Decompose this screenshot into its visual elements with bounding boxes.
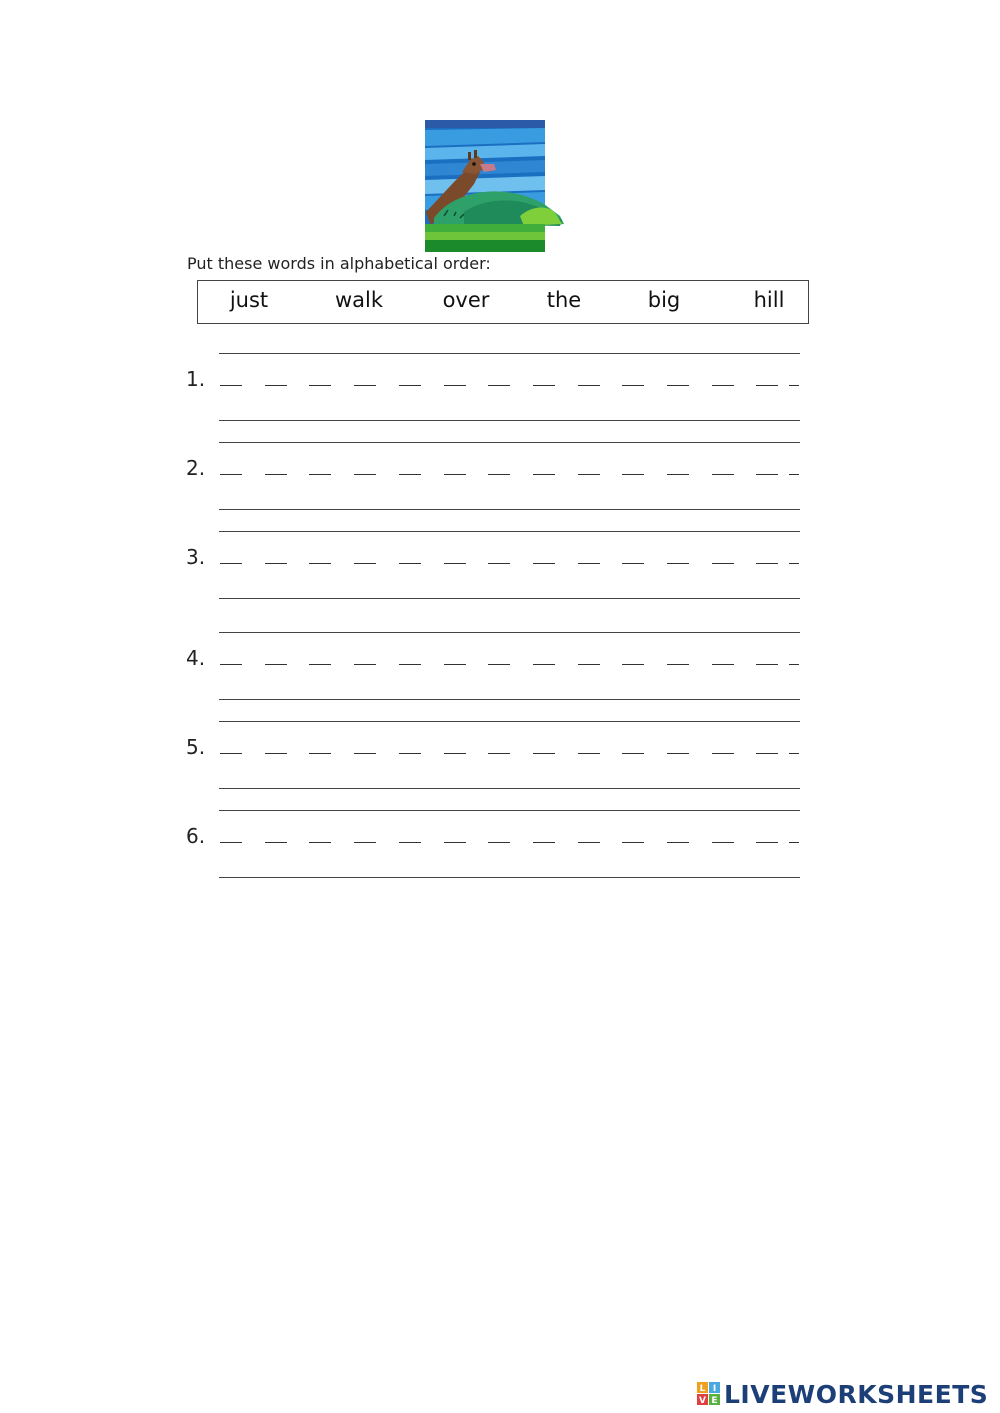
letter-blank[interactable] xyxy=(789,474,799,475)
letter-blank[interactable] xyxy=(622,474,644,475)
letter-blank[interactable] xyxy=(667,664,689,665)
letter-blank[interactable] xyxy=(712,664,734,665)
word-bank-word: the xyxy=(546,288,582,312)
letter-blank[interactable] xyxy=(578,563,600,564)
letter-blank[interactable] xyxy=(756,842,778,843)
letter-blank[interactable] xyxy=(756,474,778,475)
letter-blank[interactable] xyxy=(622,842,644,843)
word-bank-word: over xyxy=(442,288,490,312)
row-number: 6. xyxy=(186,824,206,848)
row-bottom-rule xyxy=(219,877,800,878)
letter-blank[interactable] xyxy=(578,842,600,843)
letter-blank[interactable] xyxy=(309,474,331,475)
letter-blank[interactable] xyxy=(533,474,555,475)
letter-blank[interactable] xyxy=(220,563,242,564)
letter-blank[interactable] xyxy=(309,753,331,754)
row-bottom-rule xyxy=(219,699,800,700)
letter-blank[interactable] xyxy=(789,753,799,754)
word-bank-word: walk xyxy=(334,288,384,312)
letter-blank[interactable] xyxy=(265,563,287,564)
letter-blank[interactable] xyxy=(220,385,242,386)
word-bank-box xyxy=(197,280,809,324)
letter-blank[interactable] xyxy=(533,664,555,665)
letter-blank[interactable] xyxy=(533,563,555,564)
row-bottom-rule xyxy=(219,598,800,599)
row-number: 2. xyxy=(186,456,206,480)
letter-blank[interactable] xyxy=(220,664,242,665)
letter-blank[interactable] xyxy=(354,753,376,754)
letter-blank[interactable] xyxy=(488,474,510,475)
letter-blank[interactable] xyxy=(265,385,287,386)
letter-blank[interactable] xyxy=(354,474,376,475)
letter-blank[interactable] xyxy=(667,842,689,843)
letter-blank[interactable] xyxy=(667,753,689,754)
letter-blank[interactable] xyxy=(622,385,644,386)
letter-blank[interactable] xyxy=(578,753,600,754)
row-top-rule xyxy=(219,531,800,532)
letter-blank[interactable] xyxy=(488,664,510,665)
word-bank-word: big xyxy=(647,288,681,312)
row-top-rule xyxy=(219,632,800,633)
letter-blank[interactable] xyxy=(354,385,376,386)
letter-blank[interactable] xyxy=(220,842,242,843)
svg-text:E: E xyxy=(711,1396,718,1406)
liveworksheets-logo-icon xyxy=(697,1382,721,1406)
letter-blank[interactable] xyxy=(220,753,242,754)
letter-blank[interactable] xyxy=(444,385,466,386)
letter-blank[interactable] xyxy=(488,753,510,754)
giraffe-hill-illustration xyxy=(424,120,564,252)
letter-blank[interactable] xyxy=(578,474,600,475)
letter-blank[interactable] xyxy=(712,385,734,386)
svg-text:L: L xyxy=(699,1384,706,1394)
liveworksheets-branding xyxy=(697,1380,988,1408)
letter-blank[interactable] xyxy=(399,563,421,564)
letter-blank[interactable] xyxy=(488,563,510,564)
letter-blank[interactable] xyxy=(667,385,689,386)
letter-blank[interactable] xyxy=(444,474,466,475)
svg-text:V: V xyxy=(699,1396,706,1406)
letter-blank[interactable] xyxy=(789,664,799,665)
letter-blank[interactable] xyxy=(309,664,331,665)
letter-blank[interactable] xyxy=(578,664,600,665)
letter-blank[interactable] xyxy=(444,753,466,754)
row-number: 4. xyxy=(186,646,206,670)
letter-blank[interactable] xyxy=(444,664,466,665)
letter-blank[interactable] xyxy=(309,385,331,386)
letter-blank[interactable] xyxy=(667,563,689,564)
svg-text:I: I xyxy=(712,1384,717,1394)
row-top-rule xyxy=(219,353,800,354)
letter-blank[interactable] xyxy=(220,474,242,475)
row-top-rule xyxy=(219,442,800,443)
letter-blank[interactable] xyxy=(578,385,600,386)
row-number: 3. xyxy=(186,545,206,569)
letter-blank[interactable] xyxy=(354,563,376,564)
letter-blank[interactable] xyxy=(309,563,331,564)
instruction-text: Put these words in alphabetical order: xyxy=(187,254,491,273)
letter-blank[interactable] xyxy=(354,842,376,843)
letter-blank[interactable] xyxy=(667,474,689,475)
letter-blank[interactable] xyxy=(488,385,510,386)
row-number: 1. xyxy=(186,367,206,391)
letter-blank[interactable] xyxy=(756,664,778,665)
letter-blank[interactable] xyxy=(265,753,287,754)
letter-blank[interactable] xyxy=(622,664,644,665)
row-bottom-rule xyxy=(219,788,800,789)
letter-blank[interactable] xyxy=(354,664,376,665)
letter-blank[interactable] xyxy=(622,753,644,754)
row-bottom-rule xyxy=(219,420,800,421)
letter-blank[interactable] xyxy=(265,474,287,475)
letter-blank[interactable] xyxy=(399,385,421,386)
row-top-rule xyxy=(219,810,800,811)
row-bottom-rule xyxy=(219,509,800,510)
letter-blank[interactable] xyxy=(309,842,331,843)
letter-blank[interactable] xyxy=(265,842,287,843)
letter-blank[interactable] xyxy=(399,753,421,754)
letter-blank[interactable] xyxy=(789,385,799,386)
letter-blank[interactable] xyxy=(444,842,466,843)
letter-blank[interactable] xyxy=(444,563,466,564)
letter-blank[interactable] xyxy=(622,563,644,564)
letter-blank[interactable] xyxy=(789,563,799,564)
letter-blank[interactable] xyxy=(789,842,799,843)
row-top-rule xyxy=(219,721,800,722)
letter-blank[interactable] xyxy=(488,842,510,843)
letter-blank[interactable] xyxy=(399,664,421,665)
word-bank-word: hill xyxy=(753,288,785,312)
liveworksheets-wordmark: LIVEWORKSHEETS xyxy=(724,1379,989,1409)
letter-blank[interactable] xyxy=(712,474,734,475)
letter-blank[interactable] xyxy=(756,385,778,386)
letter-blank[interactable] xyxy=(265,664,287,665)
letter-blank[interactable] xyxy=(712,842,734,843)
letter-blank[interactable] xyxy=(399,842,421,843)
letter-blank[interactable] xyxy=(533,753,555,754)
letter-blank[interactable] xyxy=(756,563,778,564)
word-bank-word: just xyxy=(229,288,269,312)
letter-blank[interactable] xyxy=(399,474,421,475)
letter-blank[interactable] xyxy=(533,842,555,843)
letter-blank[interactable] xyxy=(712,563,734,564)
letter-blank[interactable] xyxy=(712,753,734,754)
letter-blank[interactable] xyxy=(756,753,778,754)
row-number: 5. xyxy=(186,735,206,759)
letter-blank[interactable] xyxy=(533,385,555,386)
